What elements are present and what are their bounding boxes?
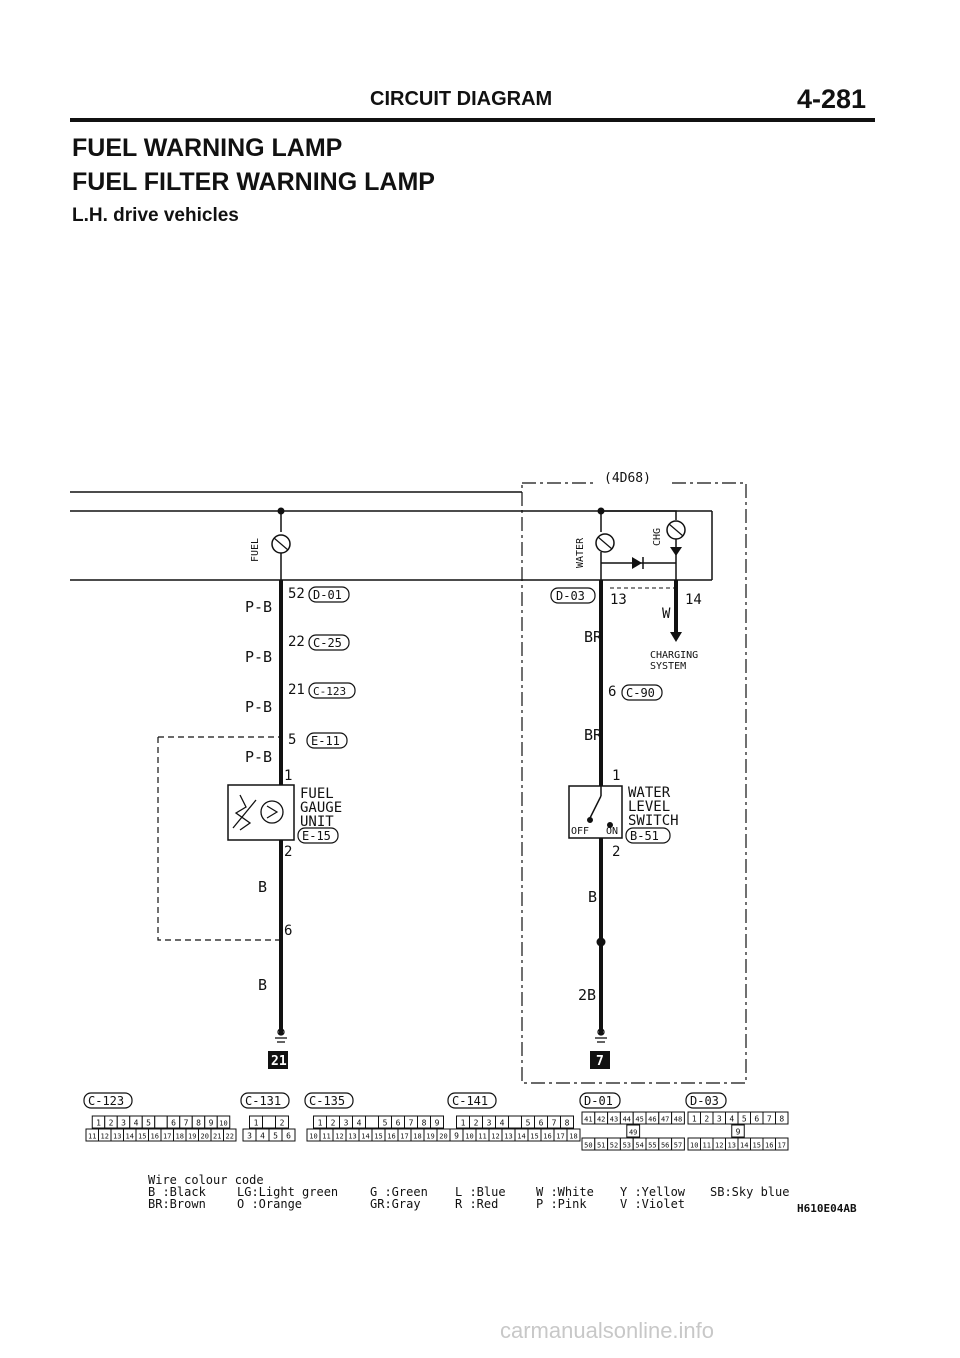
- connector-pin-number: 6: [754, 1114, 760, 1124]
- engine-variant-label: (4D68): [604, 471, 651, 486]
- section-title: CIRCUIT DIAGRAM: [370, 88, 553, 110]
- connector-id-label: C-123: [88, 1094, 125, 1108]
- connector-label-c25: C-25: [313, 636, 342, 650]
- connector-pin-number: 10: [465, 1132, 474, 1141]
- connector-label-c123: C-123: [313, 685, 347, 698]
- connector-pin-number: 8: [564, 1118, 570, 1128]
- connector-pin-number: 41: [584, 1115, 593, 1124]
- legend-entry: R :Red: [455, 1197, 499, 1211]
- connector-pin-number: 5: [146, 1118, 151, 1128]
- component-label: SWITCH: [628, 813, 679, 829]
- component-label: WATER: [628, 785, 671, 801]
- connector-pin-number: 20: [200, 1132, 209, 1141]
- connector-pin-number: 10: [219, 1119, 228, 1128]
- chg-feed-wire: [601, 511, 676, 520]
- splice-dot: [597, 938, 605, 946]
- connector-pin-number: 15: [138, 1132, 147, 1141]
- connector-pin-number: 1: [691, 1114, 697, 1124]
- connector-pin-number: 42: [596, 1115, 606, 1124]
- connector-pin-cell: [263, 1116, 276, 1128]
- legend-entry: GR:Gray: [370, 1197, 421, 1211]
- wire-color-label: BR: [584, 628, 603, 646]
- connector-id-label: D-03: [690, 1094, 719, 1108]
- wire-color-label: P-B: [245, 598, 273, 616]
- connector-pin-number: 16: [765, 1141, 774, 1150]
- connector-id-label: C-131: [245, 1094, 282, 1108]
- connector-pin-number: 11: [322, 1132, 331, 1141]
- connector-pin-number: 52: [609, 1141, 619, 1150]
- connector-pin-number: 4: [133, 1118, 139, 1128]
- pin-label: 2: [612, 844, 621, 860]
- ground-number: 7: [596, 1054, 604, 1069]
- connector-pin-number: 18: [569, 1132, 578, 1141]
- wire-color-label: P-B: [245, 698, 273, 716]
- connector-pin-number: 14: [361, 1132, 370, 1141]
- connector-pin-number: 1: [253, 1118, 259, 1128]
- wire-color-label: 2B: [578, 986, 597, 1004]
- legend-entry: B :Black: [148, 1185, 206, 1199]
- pin-label: 1: [612, 768, 621, 784]
- connector-pin-number: 3: [716, 1114, 722, 1124]
- connector-pin-number: 17: [556, 1132, 565, 1141]
- connector-pin-number: 4: [356, 1118, 362, 1128]
- charging-system-label: SYSTEM: [650, 661, 687, 672]
- fuel-lamp-label: FUEL: [250, 537, 261, 562]
- connector-pin-number: 7: [551, 1118, 557, 1128]
- connector-pin-number: 5: [382, 1118, 388, 1128]
- legend-entry: L :Blue: [455, 1185, 506, 1199]
- connector-pin-number: 2: [330, 1118, 336, 1128]
- connector-id-label: C-135: [309, 1094, 346, 1108]
- connector-pin-cell: [509, 1116, 522, 1128]
- subheading-lh-drive: L.H. drive vehicles: [72, 205, 239, 226]
- connector-pin-number: 3: [121, 1118, 126, 1128]
- connector-label-e11: E-11: [311, 734, 340, 748]
- pin-label: 6: [284, 923, 293, 939]
- connector-pin-number: 2: [473, 1118, 479, 1128]
- legend-entry: V :Violet: [620, 1197, 686, 1211]
- connector-pin-number: 47: [660, 1115, 670, 1124]
- connector-pin-number: 3: [343, 1118, 349, 1128]
- pin-label: 52: [288, 586, 305, 602]
- connector-pin-number: 3: [486, 1118, 492, 1128]
- connector-pin-number: 6: [538, 1118, 544, 1128]
- wire-color-label: BR: [584, 726, 603, 744]
- connector-pin-number: 51: [596, 1141, 606, 1150]
- diode-icon: [670, 547, 682, 556]
- connector-pin-number: 53: [622, 1141, 632, 1150]
- connector-pin-number: 9: [208, 1118, 214, 1128]
- connector-pin-number: 12: [335, 1132, 344, 1141]
- connector-pin-number: 15: [752, 1141, 761, 1150]
- connector-pin-number: 5: [525, 1118, 531, 1128]
- wire-color-label: B: [258, 976, 268, 994]
- connector-pin-number: 18: [413, 1132, 422, 1141]
- heading-fuel-filter-warning-lamp: FUEL FILTER WARNING LAMP: [72, 168, 435, 196]
- connector-pin-number: 19: [426, 1132, 435, 1141]
- connector-pin-number: 14: [125, 1132, 134, 1141]
- connector-label-d01: D-01: [313, 588, 342, 602]
- connector-pin-number: 56: [660, 1141, 670, 1150]
- pin-label: 22: [288, 634, 305, 650]
- water-lamp-label: WATER: [575, 537, 586, 568]
- connector-pin-number: 43: [609, 1115, 619, 1124]
- connector-pin-number: 5: [741, 1114, 747, 1124]
- connector-pin-number: 12: [715, 1141, 724, 1150]
- connector-pin-number: 8: [196, 1118, 201, 1128]
- pin-label: 14: [685, 592, 702, 608]
- connector-pin-number: 6: [395, 1118, 401, 1128]
- connector-pin-number: 14: [517, 1132, 526, 1141]
- connector-label-c90: C-90: [626, 686, 655, 700]
- pin-label: 13: [610, 592, 627, 608]
- connector-pin-number: 6: [171, 1118, 176, 1128]
- connector-label-b51: B-51: [630, 829, 659, 843]
- component-label: FUEL: [300, 786, 334, 802]
- connector-pin-number: 55: [648, 1141, 657, 1150]
- switch-state-on: ON: [606, 826, 619, 837]
- connector-pin-number: 7: [408, 1118, 414, 1128]
- legend-entry: SB:Sky blue: [710, 1185, 790, 1199]
- connector-id-label: D-01: [584, 1094, 613, 1108]
- connector-pin-number: 7: [183, 1118, 189, 1128]
- legend-entry: W :White: [536, 1185, 594, 1199]
- arrow-icon: [670, 632, 682, 642]
- page-number: 4-281: [797, 84, 867, 114]
- connector-pin-number: 4: [260, 1131, 265, 1141]
- connector-label-e15: E-15: [302, 829, 331, 843]
- connector-pin-number: 12: [100, 1132, 109, 1141]
- connector-pin-number: 54: [635, 1141, 644, 1150]
- connector-pin-number: 6: [286, 1131, 291, 1141]
- switch-state-off: OFF: [571, 826, 590, 837]
- connector-pin-number: 13: [727, 1141, 736, 1150]
- component-label: GAUGE: [300, 800, 343, 816]
- connector-pin-number: 4: [499, 1118, 505, 1128]
- pin-label: 2: [284, 844, 293, 860]
- connector-pin-number: 16: [150, 1132, 159, 1141]
- connector-pin-number: 16: [387, 1132, 396, 1141]
- connector-pin-number: 10: [309, 1132, 318, 1141]
- connector-pin-number: 3: [247, 1131, 252, 1141]
- component-label: LEVEL: [628, 799, 671, 815]
- connector-pin-number: 13: [504, 1132, 513, 1141]
- ground-number: 21: [271, 1054, 287, 1069]
- connector-pin-number: 17: [777, 1141, 786, 1150]
- connector-pin-number: 13: [113, 1132, 122, 1141]
- connector-pin-cell: [155, 1116, 168, 1128]
- connector-pin-number: 48: [673, 1115, 683, 1124]
- lamp-filament: [274, 538, 288, 550]
- legend-entry: P :Pink: [536, 1197, 587, 1211]
- connector-pin-number: 2: [108, 1118, 114, 1128]
- connector-pin-number: 9: [454, 1131, 459, 1141]
- connector-pin-number: 18: [175, 1132, 184, 1141]
- connector-pin-number: 21: [213, 1132, 222, 1141]
- connector-pin-number: 11: [88, 1132, 97, 1141]
- component-label: UNIT: [300, 814, 334, 830]
- heading-fuel-warning-lamp: FUEL WARNING LAMP: [72, 134, 343, 162]
- connector-pin-number: 45: [635, 1115, 644, 1124]
- pin-label: 6: [608, 684, 617, 700]
- diode-icon: [632, 557, 642, 569]
- connector-pin-number: 8: [779, 1114, 785, 1124]
- connector-pin-number: 17: [163, 1132, 172, 1141]
- connector-pin-number: 14: [740, 1141, 749, 1150]
- connector-pin-number: 50: [584, 1141, 593, 1150]
- connector-pin-number: 15: [374, 1132, 383, 1141]
- connector-pin-number: 44: [622, 1115, 632, 1124]
- legend-entry: LG:Light green: [237, 1185, 339, 1199]
- connector-pin-number: 4: [729, 1114, 735, 1124]
- wire-color-label: W: [662, 606, 671, 622]
- connector-pin-number: 10: [690, 1141, 699, 1150]
- connector-pin-number: 1: [96, 1118, 101, 1128]
- connector-pin-number: 20: [439, 1132, 448, 1141]
- lamp-filament: [598, 537, 612, 549]
- chg-lamp-label: CHG: [652, 527, 663, 546]
- wire-color-label: P-B: [245, 648, 273, 666]
- connector-pin-number: 13: [348, 1132, 357, 1141]
- pin-label: 1: [284, 768, 293, 784]
- connector-pin-number: 2: [279, 1118, 285, 1128]
- wire-color-label: P-B: [245, 748, 273, 766]
- figure-code: H610E04AB: [797, 1202, 857, 1215]
- connector-pin-number: 16: [543, 1132, 552, 1141]
- connector-pin-number: 1: [317, 1118, 323, 1128]
- connector-pin-number: 12: [491, 1132, 500, 1141]
- connector-pin-number: 15: [530, 1132, 539, 1141]
- connector-pin-number: 7: [766, 1114, 772, 1124]
- connector-pin-number: 49: [628, 1128, 638, 1137]
- connector-pin-number: 46: [648, 1115, 657, 1124]
- pin-label: 21: [288, 682, 305, 698]
- legend-entry: G :Green: [370, 1185, 428, 1199]
- pin-label: 5: [288, 732, 297, 748]
- connector-pin-number: 19: [188, 1132, 197, 1141]
- connector-pin-number: 22: [225, 1132, 234, 1141]
- connector-pin-number: 11: [702, 1141, 711, 1150]
- charging-system-label: CHARGING: [650, 650, 699, 661]
- legend-entry: BR:Brown: [148, 1197, 206, 1211]
- connector-pin-number: 9: [434, 1118, 440, 1128]
- connector-pin-cell: [366, 1116, 379, 1128]
- watermark: carmanualsonline.info: [500, 1318, 715, 1343]
- wire-color-label: B: [258, 878, 268, 896]
- lamp-filament: [669, 524, 683, 536]
- connector-pin-number: 2: [704, 1114, 710, 1124]
- connector-id-label: C-141: [452, 1094, 489, 1108]
- wire-color-label: B: [588, 888, 598, 906]
- legend-title: Wire colour code: [148, 1173, 264, 1187]
- connector-pin-number: 11: [478, 1132, 487, 1141]
- connector-face-row: [84, 1093, 788, 1150]
- connector-pin-number: 5: [273, 1131, 278, 1141]
- connector-pin-number: 9: [735, 1127, 741, 1137]
- connector-label-d03: D-03: [556, 589, 585, 603]
- legend-entry: O :Orange: [237, 1197, 303, 1211]
- legend-entry: Y :Yellow: [620, 1185, 686, 1199]
- connector-pin-number: 57: [673, 1141, 683, 1150]
- connector-pin-number: 8: [421, 1118, 427, 1128]
- connector-pin-number: 17: [400, 1132, 409, 1141]
- connector-pin-number: 1: [460, 1118, 466, 1128]
- switch-contact: [588, 818, 593, 823]
